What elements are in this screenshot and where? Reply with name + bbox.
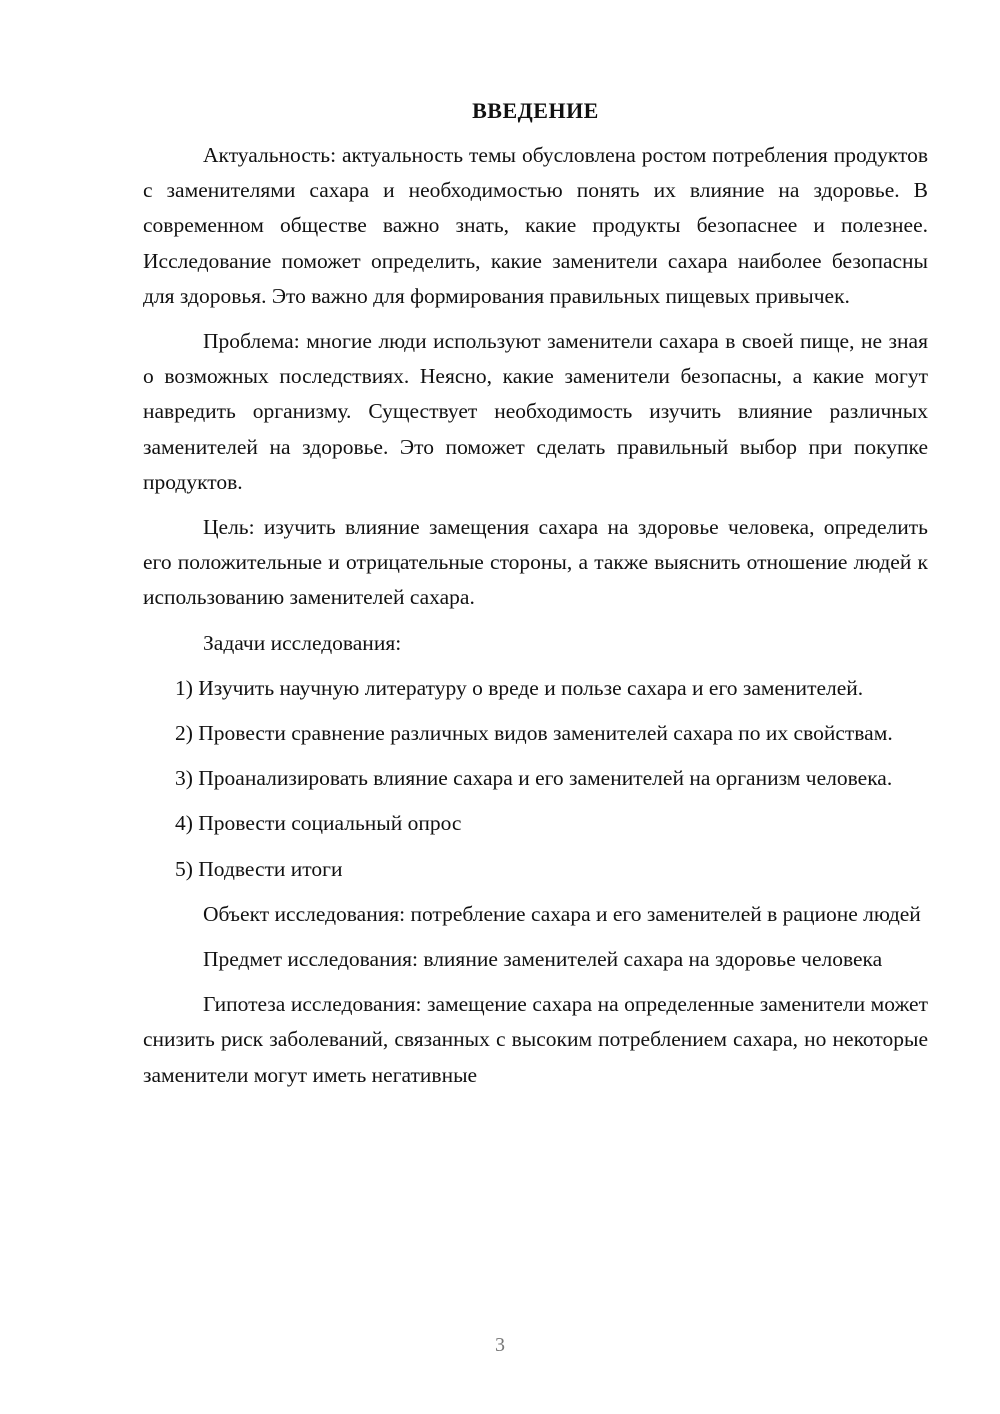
page-number: 3 xyxy=(495,1334,505,1356)
paragraph-subject: Предмет исследования: влияние заменителей сахара на здоровье человека xyxy=(203,947,883,972)
document-page xyxy=(143,96,928,1103)
paragraph-goal: Цель: изучить влияние замещения сахара на здоровье человека, определить его положительные и отрицательные стороны, а также выяснить отношение людей к использованию заменителей сахара. xyxy=(143,515,928,610)
task-item-5: 5) Подвести итоги xyxy=(175,856,343,881)
task-item-2: 2) Провести сравнение различных видов заменителей сахара по их свойствам. xyxy=(175,721,893,746)
task-item-3: 3) Проанализировать влияние сахара и его заменителей на организм человека. xyxy=(175,766,893,791)
task-item-1: 1) Изучить научную литературу о вреде и пользе сахара и его заменителей. xyxy=(175,675,864,700)
page-title: ВВЕДЕНИЕ xyxy=(472,98,599,123)
paragraph-relevance: Актуальность: актуальность темы обусловлена ростом потребления продуктов с заменителями сахара и необходимостью понять их влияние на здоровье. В современном обществе важно знать, какие продукты безопаснее и полезнее. Исследование поможет определить, какие заменители сахара наиболее безопасны для здоровья. Это важно для формирования правильных пищевых привычек. xyxy=(143,143,928,308)
paragraph-hypothesis: Гипотеза исследования: замещение сахара на определенные заменители может снизить риск заболеваний, связанных с высоким потреблением сахара, но некоторые заменители могут иметь негативные xyxy=(143,992,928,1087)
paragraph-tasks-heading: Задачи исследования: xyxy=(203,630,402,655)
task-item-4: 4) Провести социальный опрос xyxy=(175,811,462,836)
paragraph-object: Объект исследования: потребление сахара и его заменителей в рационе людей xyxy=(203,901,921,926)
paragraph-problem: Проблема: многие люди используют заменители сахара в своей пище, не зная о возможных последствиях. Неясно, какие заменители безопасны, а какие могут навредить организму. Существует необходимость изучить влияние различных заменителей на здоровье. Это поможет сделать правильный выбор при покупке продуктов. xyxy=(143,329,928,494)
